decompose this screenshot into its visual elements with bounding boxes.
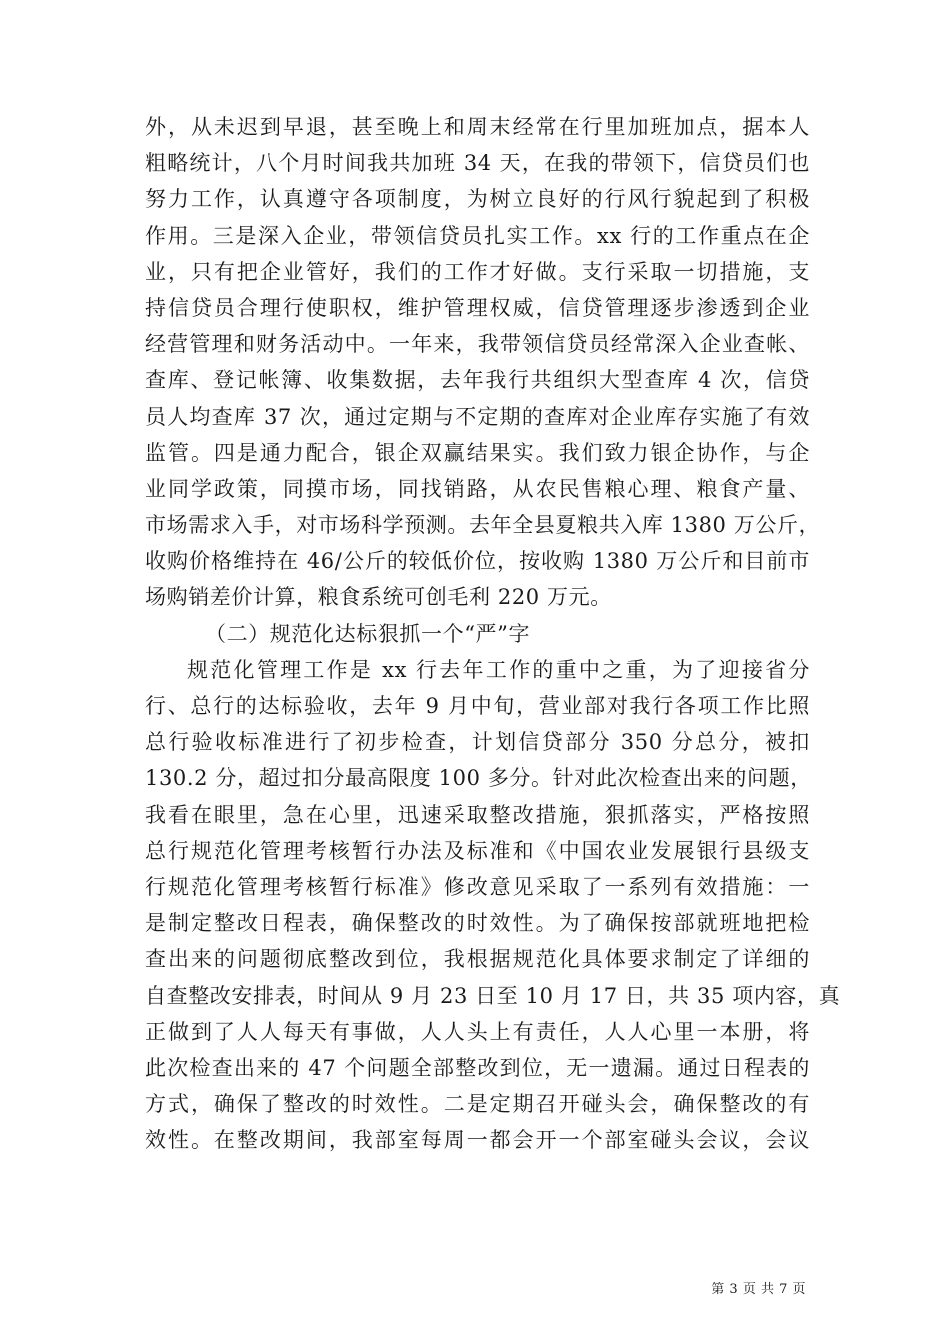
paragraph-1: [145, 109, 841, 1158]
text-line: 努力工作，认真遵守各项制度，为树立良好的行风行貌起到了积极: [145, 187, 810, 212]
section-heading: （二）规范化达标狠抓一个“严”字: [205, 621, 531, 646]
text-line: 业同学政策，同摸市场，同找销路，从农民售粮心理、粮食产量、: [145, 476, 810, 501]
text-line: 作用。三是深入企业，带领信贷员扎实工作。xx 行的工作重点在企: [145, 223, 810, 248]
text-line: 持信贷员合理行使职权，维护管理权威，信贷管理逐步渗透到企业: [145, 295, 810, 320]
text-line: 外，从未迟到早退，甚至晚上和周末经常在行里加班加点，据本人: [145, 115, 810, 139]
text-line: 查库、登记帐簿、收集数据，去年我行共组织大型查库 4 次，信贷: [145, 368, 810, 393]
text-line: 员人均查库 37 次，通过定期与不定期的查库对企业库存实施了有效: [145, 404, 810, 429]
text-line: 查出来的问题彻底整改到位，我根据规范化具体要求制定了详细的: [145, 947, 810, 972]
text-line: 此次检查出来的 47 个问题全部整改到位，无一遗漏。通过日程表的: [145, 1055, 810, 1080]
text-line: 行、总行的达标验收，去年 9 月中旬，营业部对我行各项工作比照: [145, 694, 810, 718]
text-line: 方式，确保了整改的时效性。二是定期召开碰头会，确保整改的有: [145, 1092, 810, 1117]
text-line: 总行验收标准进行了初步检查，计划信贷部分 350 分总分，被扣: [145, 730, 810, 755]
text-line: 收购价格维持在 46/公斤的较低价位，按收购 1380 万公斤和目前市: [145, 549, 810, 574]
text-line: 场购销差价计算，粮食系统可创毛利 220 万元。: [145, 585, 612, 610]
text-line: 规范化管理工作是 xx 行去年工作的重中之重，为了迎接省分: [187, 657, 810, 682]
text-line: 市场需求入手，对市场科学预测。去年全县夏粮共入库 1380 万公斤，: [145, 513, 821, 538]
text-line: 是制定整改日程表，确保整改的时效性。为了确保按部就班地把检: [145, 911, 810, 936]
text-line: 效性。在整改期间，我部室每周一都会开一个部室碰头会议，会议: [145, 1128, 810, 1153]
text-line: 粗略统计，八个月时间我共加班 34 天，在我的带领下，信贷员们也: [145, 151, 810, 176]
text-line: 经营管理和财务活动中。一年来，我带领信贷员经常深入企业查帐、: [145, 332, 810, 357]
text-line: 监管。四是通力配合，银企双赢结果实。我们致力银企协作，与企: [145, 440, 810, 465]
text-line: 130.2 分，超过扣分最高限度 100 多分。针对此次检查出来的问题，: [145, 766, 812, 791]
page-number: 第 3 页 共 7 页: [711, 1282, 806, 1297]
text-line: 我看在眼里，急在心里，迅速采取整改措施，狠抓落实，严格按照: [145, 802, 810, 827]
text-line: 总行规范化管理考核暂行办法及标准和《中国农业发展银行县级支: [145, 838, 810, 863]
text-line: 自查整改安排表，时间从 9 月 23 日至 10 月 17 日，共 35 项内容，真: [145, 983, 841, 1008]
text-line: 业，只有把企业管好，我们的工作才好做。支行采取一切措施，支: [145, 259, 810, 284]
page-footer: [0, 1278, 950, 1297]
text-line: 行规范化管理考核暂行标准》修改意见采取了一系列有效措施：一: [145, 874, 810, 899]
text-line: 正做到了人人每天有事做，人人头上有责任，人人心里一本册，将: [145, 1019, 810, 1044]
